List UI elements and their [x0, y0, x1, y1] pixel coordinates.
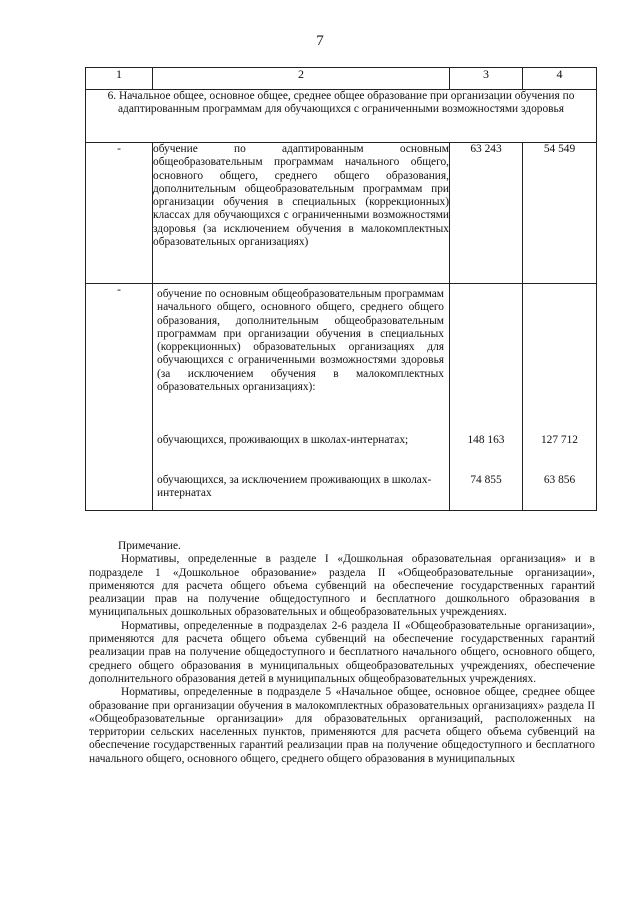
section-title-row — [86, 90, 597, 143]
column-header-1: 1 — [86, 68, 153, 90]
subrow-boarding-col3: 148 163 — [467, 434, 505, 446]
subrow-description-boarding: обучающихся, проживающих в школах-интернатах; — [157, 434, 409, 446]
section-title: 6. Начальное общее, основное общее, среднее общее образование при организации обучения по адаптированным программам для обучающихся с ограниченными возможностями здоровья — [86, 90, 597, 143]
table-row — [86, 143, 597, 284]
row-value-col4: 54 549 — [523, 143, 597, 284]
row-description-cell — [153, 284, 450, 511]
subrow-boarding-col4: 127 712 — [540, 434, 579, 446]
subrow-non-boarding-col3: 74 855 — [470, 474, 502, 486]
row-value-col3-cell — [450, 284, 523, 511]
subrow-non-boarding-col4: 63 856 — [543, 474, 576, 486]
page-number: 7 — [316, 33, 324, 49]
column-header-3: 3 — [450, 68, 523, 90]
row-description: обучение по адаптированным основным общеобразовательным программам начального общего, основного общего, среднего общего образования, дополнительным общеобразовательным программам при организации обучения в специальных (коррекционных) классах для обучающихся с ограниченными возможностями здоровья (за исключением обучения в малокомплектных образовательных организациях) — [153, 143, 450, 284]
row-value-col3: 63 243 — [450, 143, 523, 284]
row-marker: - — [86, 143, 153, 284]
row-value-col4-cell — [523, 284, 597, 511]
row-description: обучение по основным общеобразовательным программам начального общего, основного общего, среднего общего образования, дополнительным общеобразовательным программам при организации обучения в специальных (коррекционных) образовательных организациях для обучающихся с ограниченными возможностями здоровья (за исключением обучения в малокомплектных образовательных организациях): — [157, 288, 444, 394]
subrow-description-non-boarding: обучающихся, за исключением проживающих в школах-интернатах — [157, 474, 432, 500]
note-paragraph: Нормативы, определенные в подразделе 5 «Начальное общее, основное общее, среднее общее образование при организации обучения в малокомплектных образовательных организациях» раздела II «Общеобразовательные организации» для образовательных организаций, расположенных на территории сельских населенных пунктов, применяются для расчета общего объема субвенций на обеспечение государственных гарантий реализации прав на получение общедоступного и бесплатного начального общего, основного общего, среднего общего образования в муниципальных — [89, 686, 595, 765]
table-row — [86, 284, 597, 511]
column-header-4: 4 — [523, 68, 597, 90]
row-marker: - — [86, 284, 153, 511]
norms-table — [85, 67, 597, 511]
note-title: Примечание. — [118, 540, 181, 552]
note-paragraph: Нормативы, определенные в разделе I «Дошкольная образовательная организация» и в подразделе 1 «Дошкольное образование» раздела II «Общеобразовательные организации», применяются для расчета общего объема субвенций на обеспечение государственных гарантий реализации прав на получение общедоступного и бесплатного дошкольного образования в муниципальных дошкольных образовательных и общеобразовательных учреждениях. — [89, 553, 595, 619]
note-block — [89, 540, 595, 766]
table-header-row — [86, 68, 597, 90]
note-paragraph: Нормативы, определенные в подразделах 2-6 раздела II «Общеобразовательные организации», применяются для расчета общего объема субвенций на обеспечение государственных гарантий реализации прав на получение общедоступного и бесплатного начального общего, основного общего, среднего общего образования в муниципальных общеобразовательных учреждениях, обеспечение дополнительного образования детей в муниципальных общеобразовательных учреждениях. — [89, 619, 595, 685]
column-header-2: 2 — [153, 68, 450, 90]
